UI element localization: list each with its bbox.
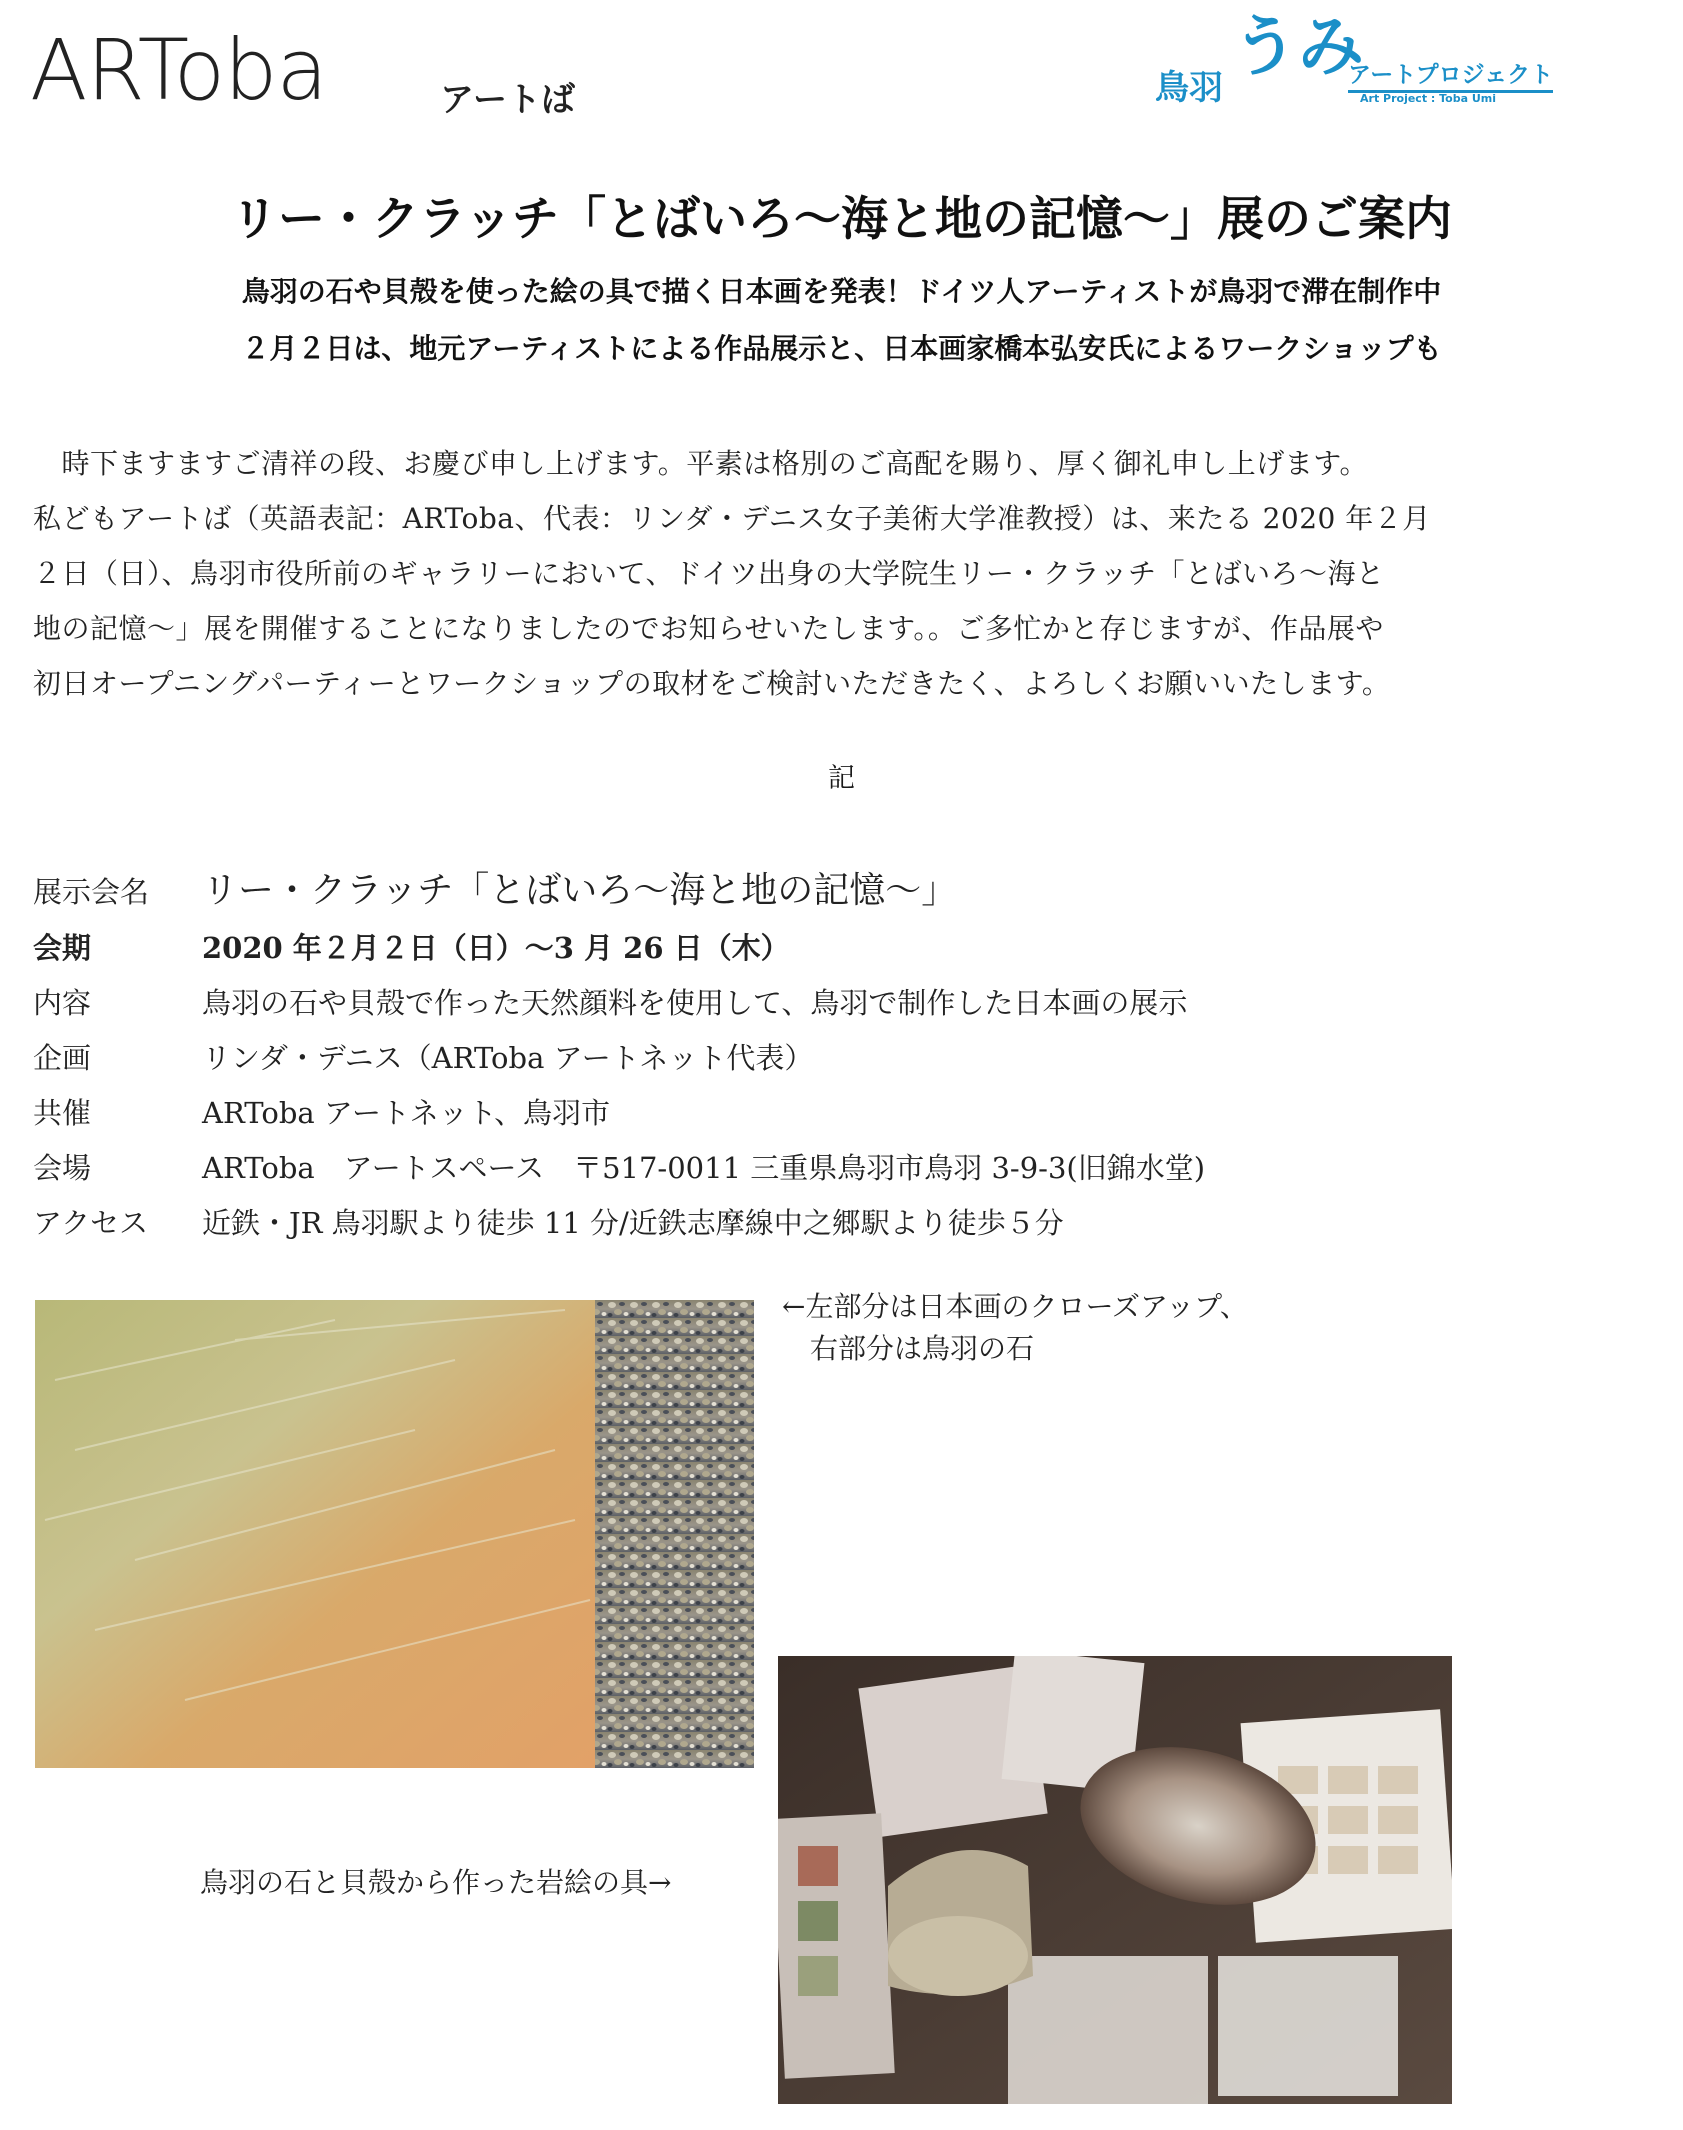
caption-closeup-line1: ←左部分は日本画のクローズアップ、 [782, 1290, 1248, 1323]
info-label-planning: 企画 [33, 1041, 92, 1075]
info-label-access: アクセス [33, 1206, 149, 1240]
info-value-access: 近鉄・JR 鳥羽駅より徒歩 11 分/近鉄志摩線中之郷駅より徒歩５分 [202, 1206, 1064, 1240]
info-value-exhibition-name: リー・クラッチ「とばいろ〜海と地の記憶〜」 [202, 870, 958, 911]
info-label-content: 内容 [33, 986, 92, 1020]
subtitle-1: 鳥羽の石や貝殻を使った絵の具で描く日本画を発表！ドイツ人アーティストが鳥羽で滞在制作中 [241, 275, 1442, 308]
body-line-2: 私どもアートば（英語表記：ARToba、代表：リンダ・デニス女子美術大学准教授）は、来たる 2020 年２月 [33, 502, 1431, 535]
info-label-period: 会期 [33, 931, 92, 965]
info-label-exhibition-name: 展示会名 [33, 875, 150, 909]
painting-and-stones-photo [35, 1300, 754, 1768]
info-value-planning: リンダ・デニス（ARToba アートネット代表） [202, 1041, 814, 1075]
page-title: リー・クラッチ「とばいろ〜海と地の記憶〜」展のご案内 [230, 192, 1453, 247]
artoba-logo-kana: アートば [440, 80, 575, 120]
caption-closeup-line2: 右部分は鳥羽の石 [782, 1332, 1035, 1365]
info-label-venue: 会場 [33, 1151, 92, 1185]
caption-pigments: 鳥羽の石と貝殻から作った岩絵の具→ [200, 1866, 672, 1899]
body-line-3: ２日（日）、鳥羽市役所前のギャラリーにおいて、ドイツ出身の大学院生リー・クラッチ「とばいろ〜海と [33, 557, 1385, 590]
info-value-cohost: ARToba アートネット、鳥羽市 [202, 1096, 611, 1130]
artoba-logo: ARToba [30, 21, 327, 119]
info-value-period: 2020 年２月２日（日）〜3 月 26 日（木） [202, 931, 790, 965]
body-line-1: 時下ますますご清祥の段、お慶び申し上げます。平素は格別のご高配を賜り、厚く御礼申し上げます。 [33, 447, 1369, 480]
ki-heading: 記 [828, 763, 855, 794]
info-value-venue: ARToba アートスペース 〒517-0011 三重県鳥羽市鳥羽 3-9-3(旧錦水堂) [202, 1151, 1206, 1185]
toba-umi-project-logo [1150, 8, 1554, 110]
logo-project-sub: Art Project : Toba Umi [1360, 92, 1497, 105]
logo-project-text: アートプロジェクト [1348, 56, 1553, 93]
body-line-5: 初日オープニングパーティーとワークショップの取材をご検討いただきたく、よろしくお願いいたします。 [33, 667, 1391, 700]
info-value-content: 鳥羽の石や貝殻で作った天然顔料を使用して、鳥羽で制作した日本画の展示 [202, 986, 1188, 1020]
logo-toba-text: 鳥羽 [1155, 68, 1223, 108]
logo-umi-text: うみ [1232, 8, 1364, 85]
info-label-cohost: 共催 [33, 1096, 92, 1130]
subtitle-2: ２月２日は、地元アーティストによる作品展示と、日本画家橋本弘安氏によるワークショップも [241, 332, 1442, 365]
pigments-shell-photo [778, 1656, 1452, 2104]
body-line-4: 地の記憶〜」展を開催することになりましたのでお知らせいたします。。ご多忙かと存じますが、作品展や [33, 612, 1384, 645]
